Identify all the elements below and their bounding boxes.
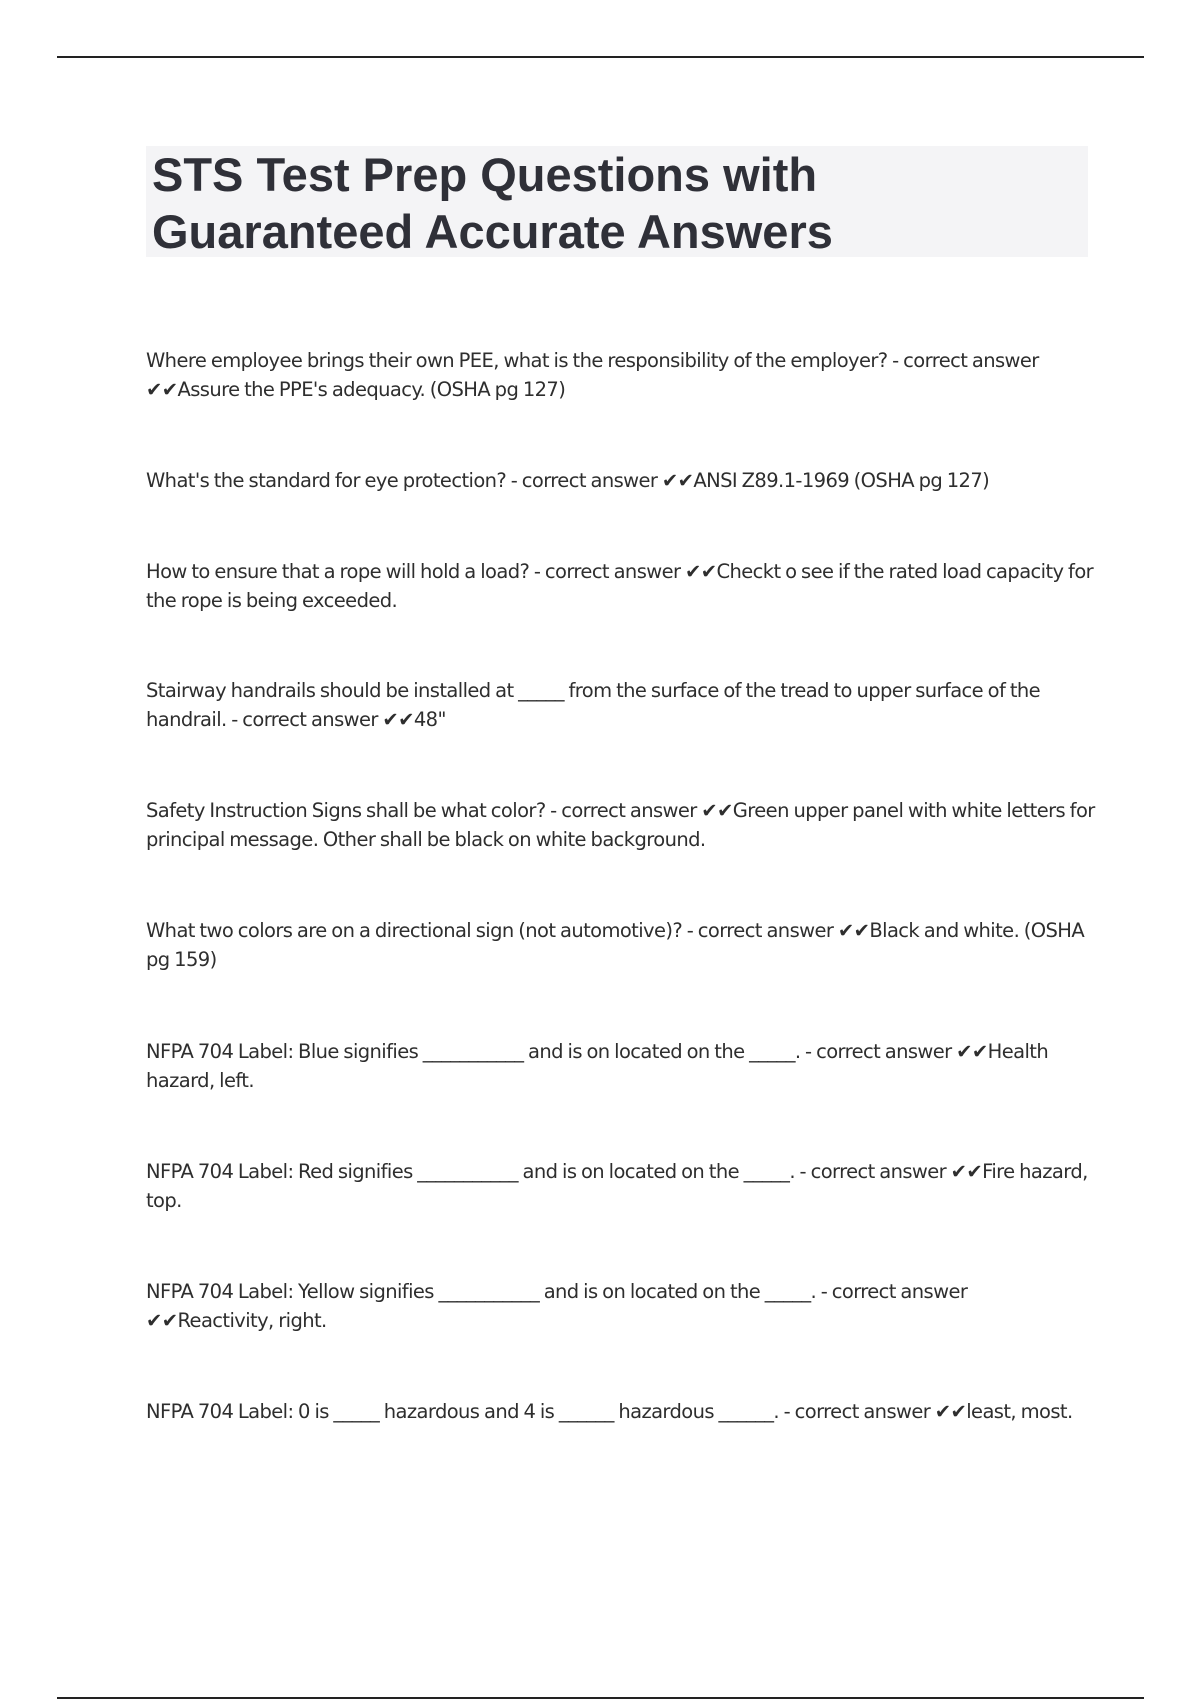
qa-item-4: Stairway handrails should be installed at _____ from the surface of the tread to upper surface of the handrail. - correct answer ✔✔48" [146, 679, 1041, 731]
title-banner [146, 146, 1088, 257]
qa-item-3: How to ensure that a rope will hold a load? - correct answer ✔✔Checkt o see if the rated load capacity for the rope is being exceeded. [146, 560, 1094, 612]
document-title: STS Test Prep Questions with Guaranteed Accurate Answers [152, 148, 833, 258]
qa-item-9: NFPA 704 Label: Yellow signifies ___________ and is on located on the _____. - correct answer ✔✔Reactivity, right. [146, 1280, 968, 1332]
qa-item-5: Safety Instruction Signs shall be what color? - correct answer ✔✔Green upper panel with white letters for principal message. Other shall be black on white background. [146, 799, 1095, 851]
top-divider [57, 56, 1144, 58]
bottom-divider [57, 1697, 1144, 1699]
qa-item-6: What two colors are on a directional sign (not automotive)? - correct answer ✔✔Black and white. (OSHA pg 159) [146, 919, 1085, 971]
qa-item-2: What's the standard for eye protection? - correct answer ✔✔ANSI Z89.1-1969 (OSHA pg 127) [146, 469, 990, 492]
qa-item-10: NFPA 704 Label: 0 is _____ hazardous and 4 is ______ hazardous ______. - correct answer ✔✔least, most. [146, 1400, 1073, 1423]
qa-item-1: Where employee brings their own PEE, what is the responsibility of the employer? - correct answer ✔✔Assure the PPE's adequacy. (OSHA pg 127) [146, 349, 1039, 401]
qa-item-7: NFPA 704 Label: Blue signifies ___________ and is on located on the _____. - correct answer ✔✔Health hazard, left. [146, 1040, 1049, 1092]
qa-item-8: NFPA 704 Label: Red signifies ___________ and is on located on the _____. - correct answer ✔✔Fire hazard, top. [146, 1160, 1088, 1212]
